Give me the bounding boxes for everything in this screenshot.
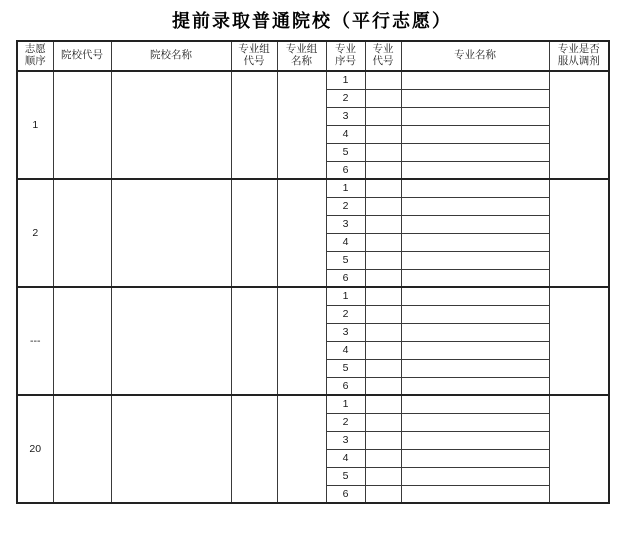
header-college-code: 院校代号 — [53, 41, 111, 71]
major-seq-cell: 4 — [326, 125, 365, 143]
major-name-cell — [401, 287, 549, 305]
major-name-cell — [401, 233, 549, 251]
header-major-name: 专业名称 — [401, 41, 549, 71]
major-seq-cell: 3 — [326, 215, 365, 233]
major-seq-cell: 4 — [326, 341, 365, 359]
college-code-cell — [53, 395, 111, 503]
major-seq-cell: 2 — [326, 305, 365, 323]
major-seq-cell: 5 — [326, 467, 365, 485]
major-name-cell — [401, 125, 549, 143]
major-code-cell — [365, 89, 401, 107]
college-name-cell — [111, 179, 231, 287]
major-code-cell — [365, 71, 401, 89]
major-group-code-cell — [231, 71, 277, 179]
major-code-cell — [365, 251, 401, 269]
major-name-cell — [401, 467, 549, 485]
major-seq-cell: 5 — [326, 143, 365, 161]
major-code-cell — [365, 449, 401, 467]
header-major-code: 专业 代号 — [365, 41, 401, 71]
table-row — [17, 179, 609, 197]
header-row — [17, 41, 609, 71]
major-adjustment-cell — [549, 179, 609, 287]
table-row — [17, 71, 609, 89]
major-name-cell — [401, 305, 549, 323]
header-college-name: 院校名称 — [111, 41, 231, 71]
major-seq-cell: 5 — [326, 251, 365, 269]
major-code-cell — [365, 467, 401, 485]
major-seq-cell: 6 — [326, 161, 365, 179]
major-name-cell — [401, 485, 549, 503]
major-code-cell — [365, 431, 401, 449]
major-group-name-cell — [277, 395, 326, 503]
major-name-cell — [401, 359, 549, 377]
header-preference-order: 志愿 顺序 — [17, 41, 53, 71]
table-row — [17, 395, 609, 413]
major-name-cell — [401, 161, 549, 179]
header-major-group-code: 专业组 代号 — [231, 41, 277, 71]
major-code-cell — [365, 395, 401, 413]
major-seq-cell: 6 — [326, 377, 365, 395]
major-seq-cell: 2 — [326, 413, 365, 431]
major-code-cell — [365, 179, 401, 197]
major-code-cell — [365, 359, 401, 377]
major-seq-cell: 1 — [326, 395, 365, 413]
major-code-cell — [365, 377, 401, 395]
major-name-cell — [401, 449, 549, 467]
major-code-cell — [365, 233, 401, 251]
major-seq-cell: 6 — [326, 269, 365, 287]
college-name-cell — [111, 71, 231, 179]
page-title: 提前录取普通院校（平行志愿） — [172, 11, 452, 31]
major-name-cell — [401, 395, 549, 413]
major-seq-cell: 1 — [326, 287, 365, 305]
major-name-cell — [401, 89, 549, 107]
preference-order-cell: 1 — [17, 71, 53, 179]
major-name-cell — [401, 107, 549, 125]
major-seq-cell: 3 — [326, 107, 365, 125]
major-code-cell — [365, 269, 401, 287]
major-name-cell — [401, 71, 549, 89]
major-adjustment-cell — [549, 395, 609, 503]
major-code-cell — [365, 323, 401, 341]
college-code-cell — [53, 71, 111, 179]
major-code-cell — [365, 287, 401, 305]
preference-order-cell: 2 — [17, 179, 53, 287]
major-group-code-cell — [231, 179, 277, 287]
header-major-adjustment: 专业是否 服从调剂 — [549, 41, 609, 71]
major-code-cell — [365, 161, 401, 179]
major-seq-cell: 4 — [326, 233, 365, 251]
major-name-cell — [401, 197, 549, 215]
preference-form-table — [16, 40, 610, 504]
major-adjustment-cell — [549, 287, 609, 395]
major-adjustment-cell — [549, 71, 609, 179]
major-seq-cell: 1 — [326, 179, 365, 197]
major-name-cell — [401, 377, 549, 395]
major-seq-cell: 2 — [326, 89, 365, 107]
header-major-group-name: 专业组 名称 — [277, 41, 326, 71]
major-code-cell — [365, 197, 401, 215]
college-code-cell — [53, 287, 111, 395]
major-group-name-cell — [277, 287, 326, 395]
major-code-cell — [365, 305, 401, 323]
major-group-code-cell — [231, 395, 277, 503]
major-code-cell — [365, 215, 401, 233]
major-seq-cell: 2 — [326, 197, 365, 215]
college-code-cell — [53, 179, 111, 287]
college-name-cell — [111, 395, 231, 503]
major-name-cell — [401, 269, 549, 287]
table-row — [17, 287, 609, 305]
major-code-cell — [365, 143, 401, 161]
major-name-cell — [401, 251, 549, 269]
major-name-cell — [401, 215, 549, 233]
major-seq-cell: 5 — [326, 359, 365, 377]
college-name-cell — [111, 287, 231, 395]
preference-order-cell: --- — [17, 287, 53, 395]
major-code-cell — [365, 341, 401, 359]
major-name-cell — [401, 431, 549, 449]
major-code-cell — [365, 485, 401, 503]
major-name-cell — [401, 323, 549, 341]
major-code-cell — [365, 107, 401, 125]
major-code-cell — [365, 413, 401, 431]
header-major-seq: 专业 序号 — [326, 41, 365, 71]
major-group-code-cell — [231, 287, 277, 395]
major-name-cell — [401, 341, 549, 359]
major-seq-cell: 6 — [326, 485, 365, 503]
major-code-cell — [365, 125, 401, 143]
major-seq-cell: 3 — [326, 323, 365, 341]
major-name-cell — [401, 179, 549, 197]
major-name-cell — [401, 413, 549, 431]
major-group-name-cell — [277, 71, 326, 179]
major-group-name-cell — [277, 179, 326, 287]
major-seq-cell: 1 — [326, 71, 365, 89]
major-name-cell — [401, 143, 549, 161]
preference-order-cell: 20 — [17, 395, 53, 503]
major-seq-cell: 3 — [326, 431, 365, 449]
major-seq-cell: 4 — [326, 449, 365, 467]
